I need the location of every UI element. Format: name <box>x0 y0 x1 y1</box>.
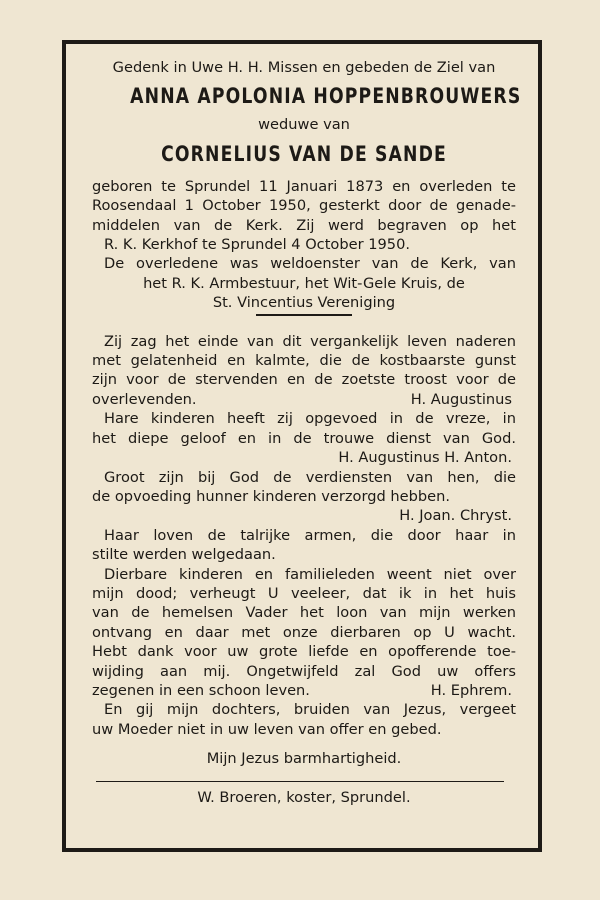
header-line: Gedenk in Uwe H. H. Missen en gebeden de Ziel van <box>112 59 496 76</box>
quote-source: H. Augustinus <box>410 390 512 408</box>
memorial-card <box>62 40 542 852</box>
quote-line: de opvoeding hunner kinderen verzorgd hebben. <box>92 487 450 505</box>
farewell-line: Hebt dank voor uw grote liefde en opofferende toe- <box>92 643 516 661</box>
quote-line: overlevenden. <box>92 390 197 408</box>
daughters-line: En gij mijn dochters, bruiden van Jezus, vergeet <box>104 701 516 719</box>
closing-prayer: Mijn Jezus barmhartigheid. <box>206 750 402 768</box>
bio-line: geboren te Sprundel 11 Januari 1873 en overleden te <box>92 177 516 195</box>
farewell-line: ontvang en daar met onze dierbaren op U wacht. <box>92 623 516 641</box>
poor-line: Haar loven de talrijke armen, die door haar in <box>104 526 516 544</box>
charity-line: De overledene was weldoenster van de Kerk, van <box>104 255 516 273</box>
quote-source: H. Ephrem. <box>430 682 512 699</box>
deceased-name: ANNA APOLONIA HOPPENBROUWERS <box>130 84 522 109</box>
relation-text: weduwe van <box>258 116 350 134</box>
quote-line: het diepe geloof en in de trouwe dienst van God. <box>92 429 516 447</box>
farewell-line: Dierbare kinderen en familieleden weent niet over <box>104 565 516 583</box>
farewell-line: mijn dood; verheugt U veeleer, dat ik in het huis <box>92 584 516 602</box>
quote-source: H. Augustinus H. Anton. <box>338 449 512 467</box>
quote-line: Hare kinderen heeft zij opgevoed in de vreze, in <box>104 410 516 428</box>
daughters-line: uw Moeder niet in uw leven van offer en gebed. <box>92 720 442 738</box>
farewell-line: van de hemelsen Vader het loon van mijn werken <box>92 604 516 622</box>
farewell-line: wijding aan mij. Ongetwijfeld zal God uw offers <box>92 662 516 680</box>
divider-long <box>96 781 504 783</box>
bio-line: R. K. Kerkhof te Sprundel 4 October 1950. <box>104 236 411 254</box>
bio-line: Roosendaal 1 October 1950, gesterkt door de genade- <box>92 197 516 215</box>
quote-source: H. Joan. Chryst. <box>399 507 512 525</box>
farewell-line: zegenen in een schoon leven. <box>92 681 310 699</box>
printer-line: W. Broeren, koster, Sprundel. <box>197 789 411 807</box>
quote-line: Zij zag het einde van dit vergankelijk leven naderen <box>104 332 516 350</box>
quote-line: zijn voor de stervenden en de zoetste troost voor de <box>92 371 516 389</box>
bio-line: middelen van de Kerk. Zij werd begraven op het <box>92 216 516 234</box>
charity-line: het R. K. Armbestuur, het Wit-Gele Kruis, de <box>143 274 465 292</box>
charity-line: St. Vincentius Vereniging <box>212 294 396 312</box>
poor-line: stilte werden welgedaan. <box>92 546 276 564</box>
quote-line: Groot zijn bij God de verdiensten van hen, die <box>104 468 516 486</box>
spouse-name: CORNELIUS VAN DE SANDE <box>161 141 447 166</box>
quote-line: met gelatenheid en kalmte, die de kostbaarste gunst <box>92 352 516 370</box>
